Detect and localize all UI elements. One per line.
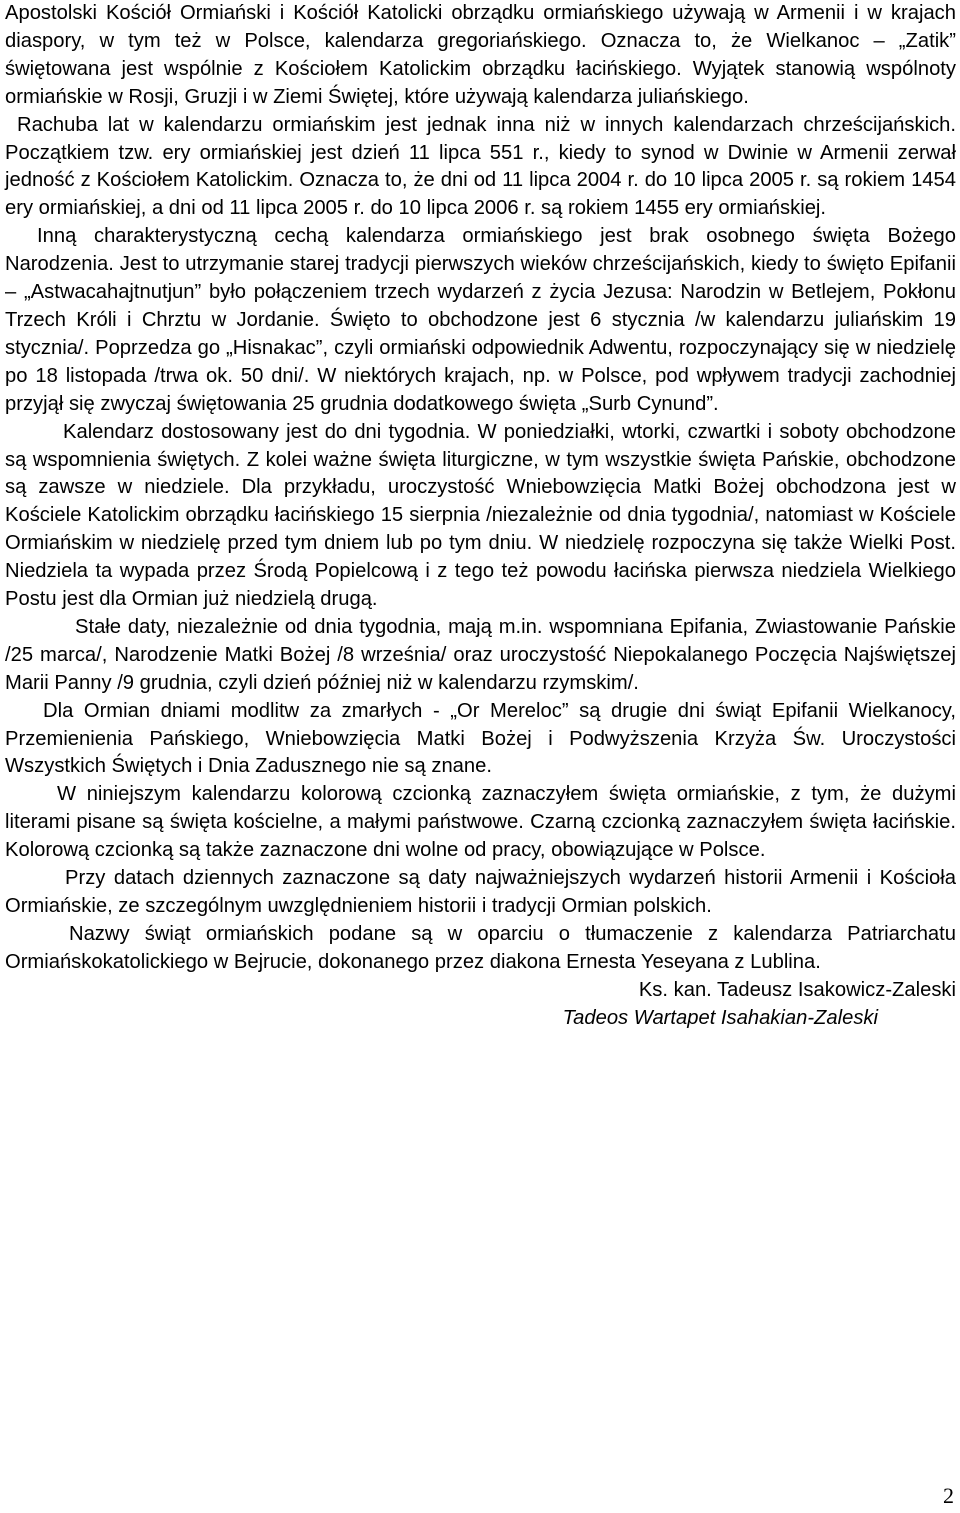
document-page (5, 0, 956, 1033)
paragraph-color-legend: W niniejszym kalendarzu kolorową czcionką zaznaczyłem święta ormiańskie, z tym, że dużymi literami pisane są święta kościelne, a małymi państwowe. Czarną czcionką zaznaczyłem święta łacińskie. Kolorową czcionką są także zaznaczone dni wolne od pracy, obowiązujące w Polsce. (5, 783, 956, 862)
paragraph-no-christmas: Inną charakterystyczną cechą kalendarza ormiańskiego jest brak osobnego święta Bożego Narodzenia. Jest to utrzymanie starej tradycji pierwszych wieków chrześcijańskich, kiedy to święto Epifanii – „Astwacahajtnutjun” było połączeniem trzech wydarzeń z życia Jezusa: Narodzin w Betlejem, Pokłonu Trzech Króli i Chrztu w Jordanie. Święto to obchodzone jest 6 stycznia /w kalendarzu juliańskim 19 stycznia/. Poprzedza go „Hisnakac”, czyli ormiański odpowiednik Adwentu, rozpoczynający się w niedzielę po 18 listopada /trwa ok. 50 dni/. W niektórych krajach, np. w Polsce, pod wpływem tradycji zachodniej przyjął się zwyczaj świętowania 25 grudnia dodatkowego święta „Surb Cynund”. (5, 225, 956, 415)
page-number: 2 (943, 1483, 954, 1508)
paragraph-name-source: Nazwy świąt ormiańskich podane są w oparciu o tłumaczenie z kalendarza Patriarchatu Ormiańskokatolickiego w Bejrucie, dokonanego przez diakona Ernesta Yeseyana z Lublina. (5, 922, 956, 973)
paragraph-year-reckoning: Rachuba lat w kalendarzu ormiańskim jest jednak inna niż w innych kalendarzach chrześcijańskich. Początkiem tzw. ery ormiańskiej jest dzień 11 lipca 551 r., kiedy to synod w Dwinie w Armenii zerwał jedność z Kościołem Katolickim. Oznacza to, że dni od 11 lipca 2004 r. do 10 lipca 2005 r. są rokiem 1454 ery ormiańskiej, a dni od 11 lipca 2005 r. do 10 lipca 2006 r. są rokiem 1455 ery ormiańskiej. (5, 113, 956, 220)
paragraph-weekdays: Kalendarz dostosowany jest do dni tygodnia. W poniedziałki, wtorki, czwartki i soboty obchodzone są wspomnienia świętych. Z kolei ważne święta liturgiczne, w tym wszystkie święta Pańskie, obchodzone są zawsze w niedziele. Dla przykładu, uroczystość Wniebowzięcia Matki Bożej obchodzona jest w Kościele Katolickim obrządku łacińskiego 15 sierpnia /niezależnie od dnia tygodnia/, natomiast w Kościele Ormiańskim w niedzielę przed tym dniem lub po tym dniu. W niedzielę rozpoczyna się także Wielki Post. Niedziela ta wypada przez Środą Popielcową i z tego też powodu łacińska pierwsza niedziela Wielkiego Postu jest dla Ormian już niedzielą drugą. (5, 420, 956, 611)
paragraph-days-of-dead: Dla Ormian dniami modlitw za zmarłych - „Or Mereloc” są drugie dni świąt Epifanii Wielkanocy, Przemienienia Pańskiego, Wniebowzięcia Matki Bożej i Podwyższenia Krzyża Św. Uroczystości Wszystkich Świętych i Dnia Zadusznego nie są znane. (5, 699, 956, 778)
signature-name: Ks. kan. Tadeusz Isakowicz-Zaleski (638, 978, 956, 1001)
paragraph-historical-dates: Przy datach dziennych zaznaczone są daty najważniejszych wydarzeń historii Armenii i Kościoła Ormiańskie, ze szczególnym uwzględnieniem historii i tradycji Ormian polskich. (5, 867, 956, 917)
paragraph-calendar-usage: Apostolski Kościół Ormiański i Kościół Katolicki obrządku ormiańskiego używają w Armenii i w krajach diaspory, w tym też w Polsce, kalendarza gregoriańskiego. Oznacza to, że Wielkanoc – „Zatik” świętowana jest wspólnie z Kościołem Katolickim obrządku łacińskiego. Wyjątek stanowią wspólnoty ormiańskie w Rosji, Gruzji i w Ziemi Świętej, które używają kalendarza juliańskiego. (5, 2, 956, 108)
signature-alt-name: Tadeos Wartapet Isahakian-Zaleski (562, 1006, 878, 1029)
paragraph-fixed-dates: Stałe daty, niezależnie od dnia tygodnia, mają m.in. wspomniana Epifania, Zwiastowanie Pańskie /25 marca/, Narodzenie Matki Bożej /8 września/ oraz uroczystość Niepokalanego Poczęcia Najświętszej Marii Panny /9 grudnia, czyli dzień później niż w kalendarzu rzymskim/. (5, 615, 956, 694)
